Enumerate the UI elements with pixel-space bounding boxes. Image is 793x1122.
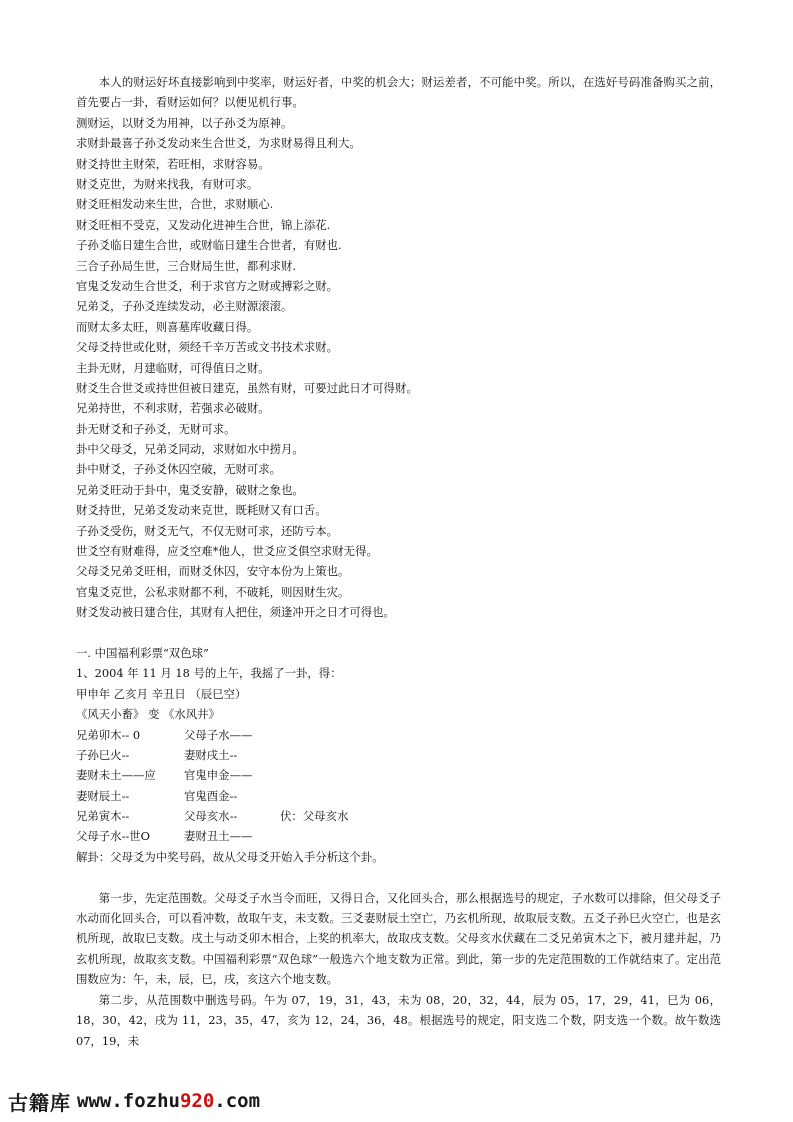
- rule-line: 父母爻持世或化财，须经千辛万苦或文书技术求财。: [76, 340, 338, 355]
- document-body: [76, 72, 721, 1051]
- date-line: 甲申年 乙亥月 辛丑日 （辰巳空）: [76, 686, 247, 701]
- rule-line: 父母爻兄弟爻旺相，而财爻休囚，安守本份为上策也。: [76, 564, 350, 579]
- rule-line: 卦中父母爻，兄弟爻同动，求财如水中捞月。: [76, 442, 304, 457]
- rule-line: 财爻克世，为财来找我，有财可求。: [76, 176, 259, 191]
- gua-hidden-line: 伏：父母亥水: [280, 809, 349, 824]
- rule-line: 求财卦最喜子孙爻发动来生合世爻，为求财易得且利大。: [76, 136, 361, 151]
- rule-line: 财爻发动被日建合住，其财有人把住，须逢冲开之日才可得也。: [76, 605, 395, 620]
- gua-row: [76, 725, 721, 745]
- spacer: [76, 623, 721, 643]
- site-url-prefix: www.fozhu: [77, 1090, 180, 1112]
- rule-line: 官鬼爻克世，公私求财都不利，不破耗，则因财生灾。: [76, 584, 350, 599]
- rule-line: 世爻空有财难得，应爻空难*他人，世爻应爻俱空求财无得。: [76, 544, 378, 559]
- step2-paragraph: 第二步，从范围数中删选号码。午为 07，19，31，43，未为 08，20，32，44，辰为 05，17，29，41，巳为 06，18，30，42，戌为 11，23，35，47，亥为 12，24，36，48。根据选号的规定，阳支选二个数，阴支选一个数。故午数选 07，19，未: [76, 992, 721, 1048]
- site-url-number: 920: [179, 1090, 215, 1112]
- gua-row: [76, 826, 721, 846]
- rule-line: 而财太多太旺，则喜墓库收藏日得。: [76, 319, 259, 334]
- step1-paragraph: 第一步，先定范围数。父母爻子水当令而旺，又得日合，又化回头合，那么根据选号的规定，子水数可以排除，但父母爻子水动而化回头合，可以看冲数，故取午支，未支数。三爻妻财辰土空亡，乃玄机所现，故取辰支数。五爻子孙巳火空亡，也是玄机所现，故取巳支数。戌土与动爻卯木相合，上奖的机率大，故取戌支数。父母亥水伏藏在二爻兄弟寅木之下，被月建并起，乃玄机所现，故取亥支数。中国福利彩票“双色球”一般选六个地支数为正常。到此，第一步的先定范围数的工作就结束了。定出范围数应为：午，未，辰，巳，戌，亥这六个地支数。: [76, 890, 721, 987]
- gua-right-line: 父母子水——: [184, 727, 253, 742]
- gua-right-line: 妻财丑土——: [184, 829, 253, 844]
- gua-right-line: 官鬼酉金--: [184, 788, 238, 803]
- rule-line: 测财运，以财爻为用神，以子孙爻为原神。: [76, 115, 293, 130]
- site-watermark: [8, 1086, 260, 1116]
- rule-line: 子孙爻临日建生合世，或财临日建生合世者，有财也.: [76, 238, 342, 253]
- site-url: [77, 1090, 260, 1112]
- rule-line: 兄弟爻旺动于卦中，鬼爻安静，破财之象也。: [76, 482, 304, 497]
- site-url-suffix: .com: [214, 1090, 261, 1112]
- gua-right-line: 妻财戌土--: [184, 747, 238, 762]
- rule-line: 卦中财爻，子孙爻休囚空破，无财可求。: [76, 462, 282, 477]
- spacer: [76, 867, 721, 887]
- rule-line: 财爻旺相不受克，又发动化进神生合世，锦上添花.: [76, 217, 331, 232]
- gua-row: [76, 806, 721, 826]
- gua-right-line: 官鬼申金——: [184, 768, 253, 783]
- gua-right-line: 父母亥水--: [184, 809, 238, 824]
- intro-paragraph: 本人的财运好坏直接影响到中奖率，财运好者，中奖的机会大；财运差者，不可能中奖。所以，在选好号码准备购买之前，首先要占一卦，看财运如何？以便见机行事。: [76, 75, 721, 110]
- gua-row: [76, 786, 721, 806]
- gua-left-line: 妻财未土——应: [76, 768, 156, 783]
- rule-line: 三合子孙局生世，三合财局生世，都利求财.: [76, 258, 297, 273]
- rule-line: 财爻持世主财荣，若旺相，求财容易。: [76, 156, 270, 171]
- gua-row: [76, 745, 721, 765]
- rule-line: 兄弟爻，子孙爻连续发动，必主财源滚滚。: [76, 299, 293, 314]
- gua-title: 《风天小畜》 变 《水风井》: [76, 707, 220, 722]
- rules-list: [76, 113, 721, 623]
- example-line: 1、2004 年 11 月 18 号的上午，我摇了一卦，得：: [76, 666, 342, 681]
- rule-line: 财爻旺相发动来生世，合世，求财顺心.: [76, 197, 274, 212]
- rule-line: 主卦无财，月建临财，可得值日之财。: [76, 360, 270, 375]
- gua-table: [76, 725, 721, 847]
- rule-line: 兄弟持世，不利求财，若强求必破财。: [76, 401, 270, 416]
- rule-line: 子孙爻受伤，财爻无气，不仅无财可求，还防亏本。: [76, 523, 338, 538]
- rule-line: 官鬼爻发动生合世爻，利于求官方之财或搏彩之财。: [76, 278, 338, 293]
- gua-left-line: 兄弟寅木--: [76, 809, 130, 824]
- section-heading: 一. 中国福利彩票“双色球”: [76, 645, 209, 660]
- rule-line: 卦无财爻和子孙爻，无财可求。: [76, 421, 236, 436]
- gua-left-line: 父母子水--世O: [76, 829, 150, 844]
- gua-row: [76, 765, 721, 785]
- gua-left-line: 妻财辰土--: [76, 788, 130, 803]
- rule-line: 财爻持世，兄弟爻发动来克世，既耗财又有口舌。: [76, 503, 327, 518]
- brand-name: 古籍库: [8, 1090, 71, 1115]
- rule-line: 财爻生合世爻或持世但被日建克，虽然有财，可要过此日才可得财。: [76, 380, 418, 395]
- gua-left-line: 子孙巳火--: [76, 747, 130, 762]
- explanation-line: 解卦：父母爻为中奖号码，故从父母爻开始入手分析这个卦。: [76, 849, 384, 864]
- gua-left-line: 兄弟卯木-- 0: [76, 727, 141, 742]
